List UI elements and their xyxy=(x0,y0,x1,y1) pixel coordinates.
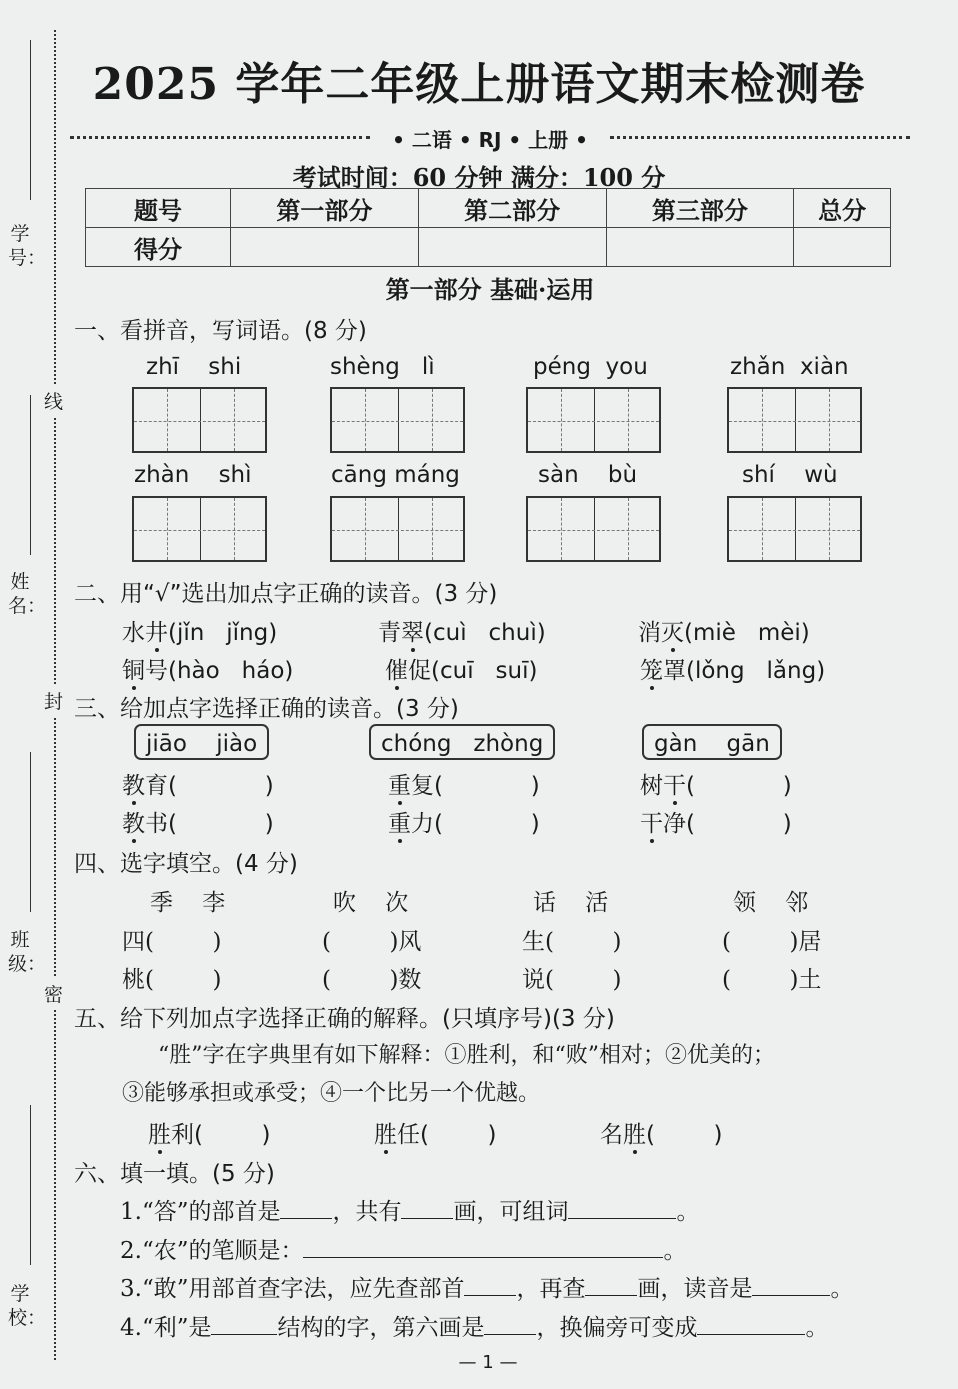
q6-title: 六、填一填。(5 分) xyxy=(74,1161,275,1187)
class-field[interactable] xyxy=(30,752,31,912)
school-label: 学校： xyxy=(8,1283,47,1329)
pinyin-label: zhàn shì xyxy=(134,462,252,488)
q2-item[interactable]: 催促(cuī suī) xyxy=(385,652,537,685)
pinyin-label: zhī shi xyxy=(146,354,242,380)
class-label: 班级： xyxy=(8,929,47,975)
q5-title: 五、给下列加点字选择正确的解释。(只填序号)(3 分) xyxy=(74,1006,615,1032)
writing-grid[interactable] xyxy=(330,387,465,453)
q4-choices: 领 邻 xyxy=(733,890,809,916)
q4-blank[interactable]: 说( ) xyxy=(522,967,622,993)
score-table xyxy=(85,188,891,267)
q3-item[interactable]: 教育( ) xyxy=(122,767,274,800)
q4-blank[interactable]: ( )数 xyxy=(322,967,422,993)
pinyin-option-box: jiāo jiào xyxy=(134,724,269,760)
page-number: — 1 — xyxy=(458,1352,518,1373)
student-id-label: 学号： xyxy=(8,223,47,269)
q4-blank[interactable]: 四( ) xyxy=(122,929,222,955)
q2-item[interactable]: 水井(jǐn jǐng) xyxy=(122,614,277,647)
q5-definition-text: ③能够承担或承受；④一个比另一个优越。 xyxy=(122,1081,541,1106)
writing-grid[interactable] xyxy=(132,496,267,562)
part1-title: 第一部分 基础·运用 xyxy=(385,275,595,304)
q3-item[interactable]: 干净( ) xyxy=(640,805,792,838)
score-input-cell[interactable] xyxy=(606,228,794,267)
writing-grid[interactable] xyxy=(526,496,661,562)
q4-blank[interactable]: ( )土 xyxy=(722,967,822,993)
writing-grid[interactable] xyxy=(526,387,661,453)
q2-item[interactable]: 消灭(miè mèi) xyxy=(638,614,810,647)
q4-blank[interactable]: 桃( ) xyxy=(122,967,222,993)
q4-choices: 话 活 xyxy=(533,890,609,916)
score-input-cell[interactable] xyxy=(231,228,419,267)
q5-item[interactable]: 胜任( ) xyxy=(374,1116,496,1149)
q3-item[interactable]: 重复( ) xyxy=(388,767,540,800)
score-header-cell: 第二部分 xyxy=(418,189,606,228)
q2-title: 二、用“√”选出加点字正确的读音。(3 分) xyxy=(74,581,498,607)
pinyin-label: péng you xyxy=(533,354,648,380)
name-label: 姓名： xyxy=(8,571,47,617)
q2-item[interactable]: 笼罩(lǒng lǎng) xyxy=(640,652,825,685)
pinyin-label: shí wù xyxy=(742,462,838,488)
q2-item[interactable]: 青翠(cuì chuì) xyxy=(378,614,546,647)
score-row-label: 得分 xyxy=(86,228,231,267)
q1-title: 一、看拼音，写词语。(8 分) xyxy=(74,318,367,344)
q6-line-4[interactable]: 4.“利”是 结构的字，第六画是 ，换偏旁可变成 。 xyxy=(120,1309,828,1342)
score-header-cell: 题号 xyxy=(86,189,231,228)
exam-title: 2025 学年二年级上册语文期末检测卷 xyxy=(92,59,866,110)
q4-blank[interactable]: ( )风 xyxy=(322,929,422,955)
pinyin-label: cāng máng xyxy=(331,462,460,488)
writing-grid[interactable] xyxy=(727,496,862,562)
q4-choices: 季 李 xyxy=(150,890,226,916)
q2-item[interactable]: 铜号(hào háo) xyxy=(122,652,293,685)
q4-blank[interactable]: 生( ) xyxy=(522,929,622,955)
score-header-cell: 总分 xyxy=(794,189,891,228)
q3-item[interactable]: 重力( ) xyxy=(388,805,540,838)
score-header-cell: 第一部分 xyxy=(231,189,419,228)
pinyin-label: shèng lì xyxy=(330,354,435,380)
score-input-cell[interactable] xyxy=(794,228,891,267)
q3-item[interactable]: 树干( ) xyxy=(640,767,792,800)
pinyin-label: sàn bù xyxy=(538,462,638,488)
q5-definition-text: “胜”字在字典里有如下解释：①胜利，和“败”相对；②优美的； xyxy=(158,1043,775,1068)
q4-choices: 吹 次 xyxy=(333,890,409,916)
q3-title: 三、给加点字选择正确的读音。(3 分) xyxy=(74,696,459,722)
name-field[interactable] xyxy=(30,395,31,555)
q6-line-1[interactable]: 1.“答”的部首是 ，共有 画，可组词 。 xyxy=(120,1193,699,1226)
binding-char-mi: 密 xyxy=(44,978,63,1009)
q5-item[interactable]: 名胜( ) xyxy=(600,1116,722,1149)
pinyin-option-box: chóng zhòng xyxy=(369,724,555,760)
q4-title: 四、选字填空。(4 分) xyxy=(74,851,298,877)
writing-grid[interactable] xyxy=(727,387,862,453)
q5-item[interactable]: 胜利( ) xyxy=(148,1116,270,1149)
exam-info: 考试时间：60 分钟 满分：100 分 xyxy=(292,163,666,192)
score-header-cell: 第三部分 xyxy=(606,189,794,228)
subtitle-bar xyxy=(70,124,910,150)
pinyin-label: zhǎn xiàn xyxy=(730,354,849,380)
q3-item[interactable]: 教书( ) xyxy=(122,805,274,838)
score-input-cell[interactable] xyxy=(418,228,606,267)
writing-grid[interactable] xyxy=(330,496,465,562)
q4-blank[interactable]: ( )居 xyxy=(722,929,822,955)
q6-line-3[interactable]: 3.“敢”用部首查字法，应先查部首 ，再查 画，读音是 。 xyxy=(120,1270,853,1303)
binding-char-xian: 线 xyxy=(44,385,63,416)
subtitle: • 二语 • RJ • 上册 • xyxy=(384,128,596,152)
pinyin-option-box: gàn gān xyxy=(642,724,782,760)
binding-char-feng: 封 xyxy=(44,685,63,716)
school-field[interactable] xyxy=(30,1105,31,1265)
writing-grid[interactable] xyxy=(132,387,267,453)
q6-line-2[interactable]: 2.“农”的笔顺是： 。 xyxy=(120,1232,686,1265)
